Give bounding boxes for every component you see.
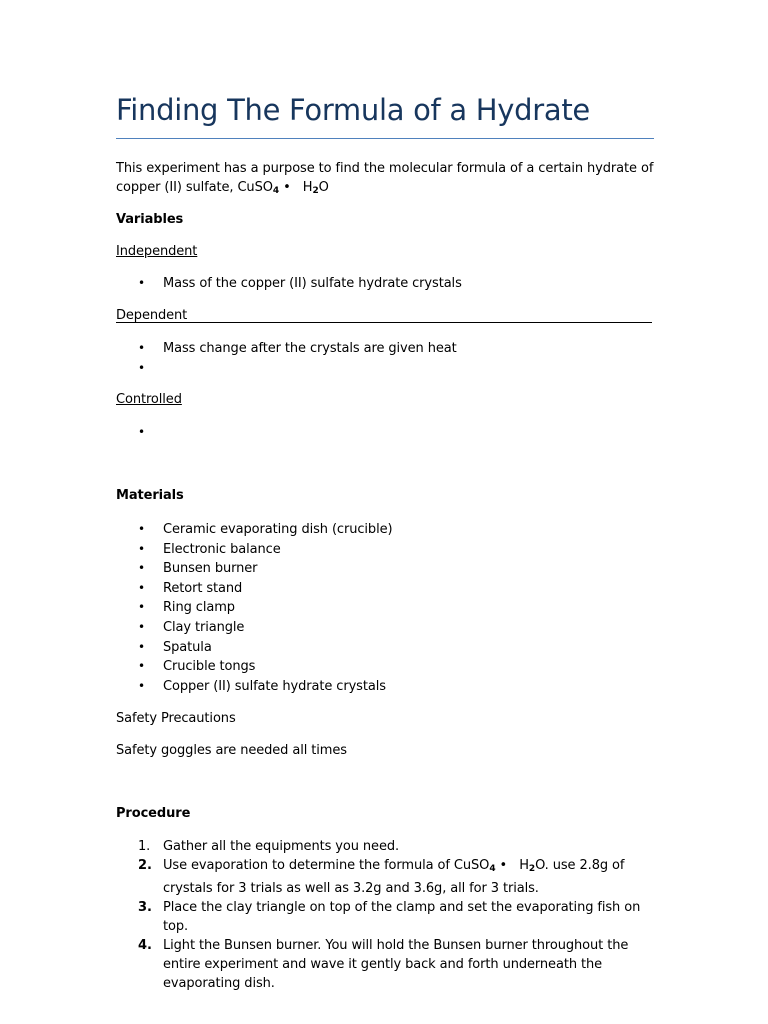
- dependent-underline: [116, 322, 652, 323]
- bullet-icon: •: [138, 561, 145, 576]
- list-item: [116, 359, 457, 379]
- bullet-icon: •: [138, 341, 145, 355]
- list-item: • Electronic balance: [116, 540, 392, 560]
- list-item: • Retort stand: [116, 579, 392, 599]
- procedure-step: 2. Use evaporation to determine the formula of CuSO$_4$ • $H_2O$. use 2.8g of crystals for 3 trials as well as 3.2g and 3.6g, all for 3 trials.: [138, 858, 625, 896]
- bullet-icon: •: [138, 619, 145, 634]
- bullet-icon: •: [138, 541, 145, 556]
- bullet-icon: •: [138, 425, 145, 439]
- procedure-list: [116, 837, 643, 993]
- list-item: • Spatula: [116, 638, 392, 658]
- bullet-icon: •: [138, 360, 145, 375]
- intro-line-1: This experiment has a purpose to find the molecular formula of a certain hydrate of: [116, 161, 654, 176]
- safety-text: Safety goggles are needed all times: [116, 743, 347, 758]
- procedure-heading: Procedure: [116, 806, 191, 821]
- materials-heading: Materials: [116, 488, 184, 503]
- materials-list: [116, 520, 392, 696]
- list-item: • Mass of the copper (II) sulfate hydrate crystals: [116, 274, 462, 294]
- procedure-step: 3. Place the clay triangle on top of the clamp and set the evaporating fish on top.: [138, 900, 641, 934]
- list-item: • Ring clamp: [116, 598, 392, 618]
- controlled-heading: Controlled: [116, 392, 182, 407]
- procedure-step: 1. Gather all the equipments you need.: [138, 839, 400, 854]
- bullet-icon: •: [138, 639, 145, 654]
- title-divider: [116, 138, 654, 139]
- intro-paragraph: [116, 159, 653, 201]
- bullet-icon: •: [138, 600, 145, 615]
- bullet-icon: •: [138, 659, 145, 674]
- list-item: • Copper (II) sulfate hydrate crystals: [116, 677, 392, 697]
- document-title: Finding The Formula of a Hydrate: [116, 93, 590, 127]
- list-item: • Crucible tongs: [116, 657, 392, 677]
- variables-heading: Variables: [116, 212, 184, 227]
- bullet-icon: •: [138, 276, 145, 290]
- independent-list: [116, 274, 462, 294]
- bullet-icon: •: [138, 678, 145, 693]
- bullet-icon: •: [138, 522, 145, 536]
- list-item: • Bunsen burner: [116, 559, 392, 579]
- list-item: • Ceramic evaporating dish (crucible): [116, 520, 392, 540]
- bullet-icon: •: [138, 580, 145, 595]
- controlled-list: [116, 423, 163, 443]
- safety-heading: Safety Precautions: [116, 711, 236, 726]
- list-item: • Clay triangle: [116, 618, 392, 638]
- independent-heading: Independent: [116, 244, 198, 259]
- list-item: [116, 423, 163, 443]
- list-item: • Mass change after the crystals are given heat: [116, 339, 457, 359]
- procedure-step: 4. Light the Bunsen burner. You will hold the Bunsen burner throughout the entire experiment and wave it gently back and forth underneath the evaporating dish.: [138, 938, 629, 991]
- dependent-heading: Dependent: [116, 308, 188, 323]
- dependent-list: [116, 339, 457, 378]
- intro-line-2: copper (II) sulfate, CuSO$_4$ • $H_2O$: [116, 180, 329, 196]
